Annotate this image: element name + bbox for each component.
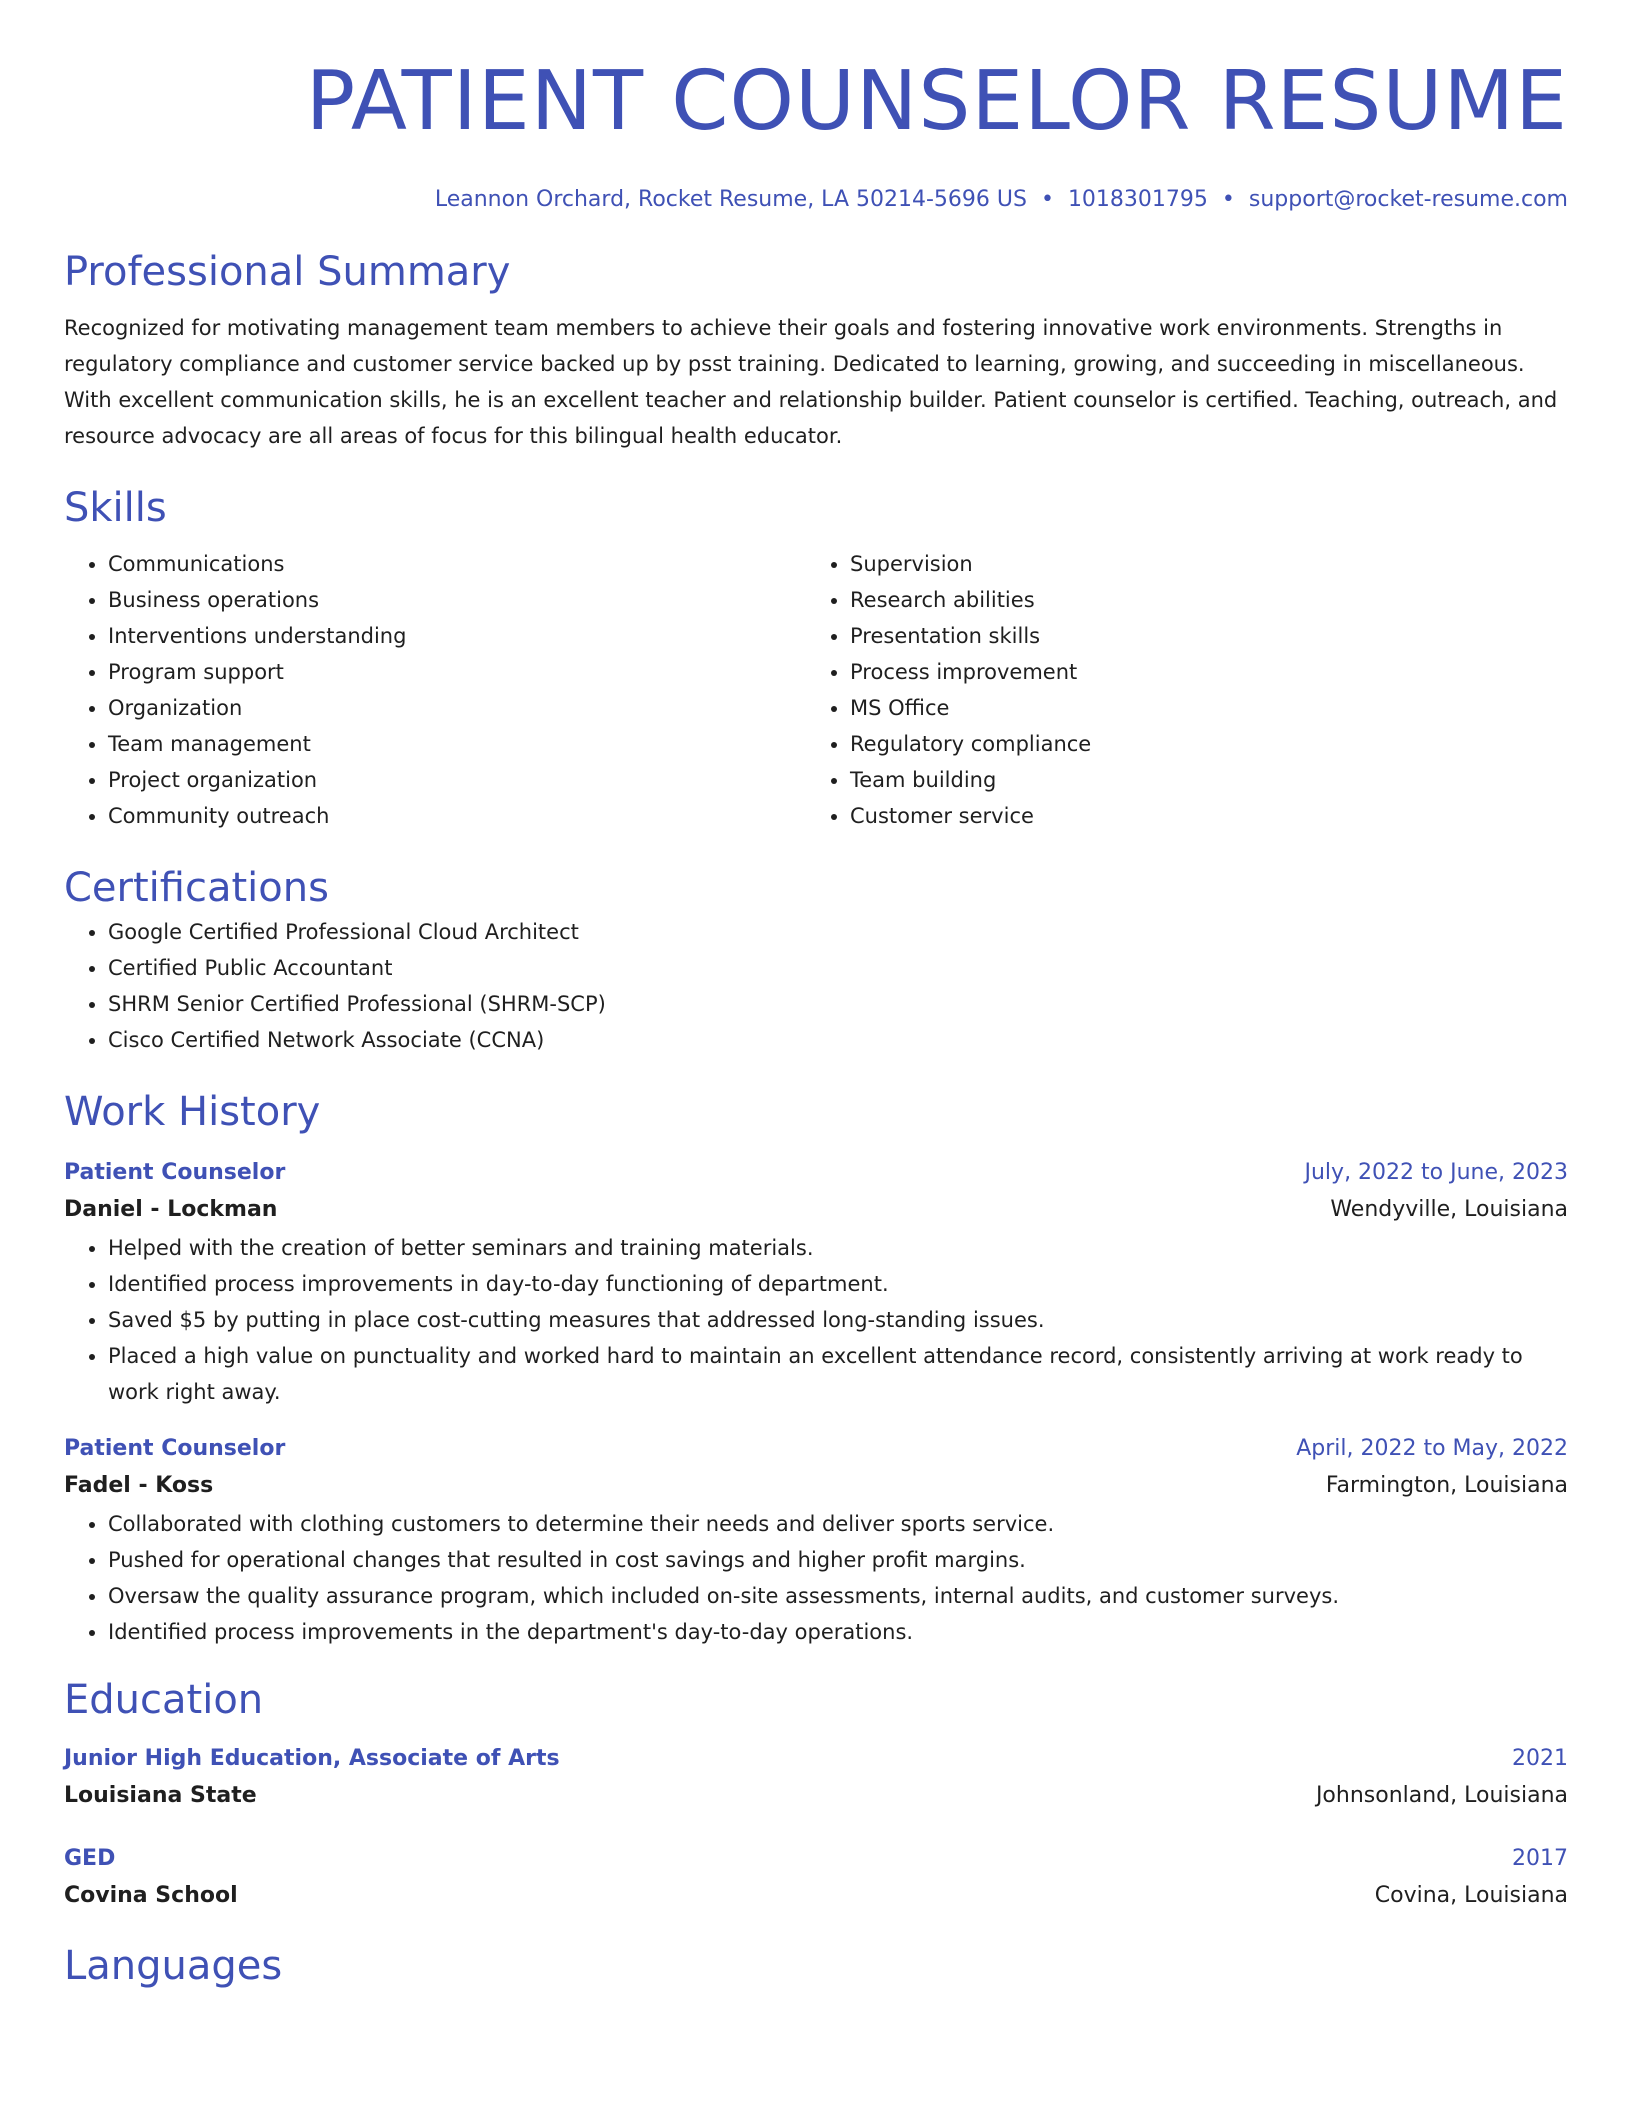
skills-section: [64, 482, 1568, 834]
languages-section: [64, 1940, 1568, 1992]
contact-separator: •: [1221, 187, 1235, 212]
job-title: Patient Counselor: [64, 1160, 286, 1185]
job-title: Patient Counselor: [64, 1436, 286, 1461]
education-degree: Junior High Education, Associate of Arts: [64, 1746, 560, 1771]
education-degree-row: [64, 1742, 1568, 1776]
skill-item: • Interventions understanding: [108, 618, 806, 654]
certification-item: • Google Certified Professional Cloud Architect: [108, 914, 1568, 950]
job-location: Farmington, Louisiana: [1325, 1473, 1568, 1498]
job-entry: [64, 1432, 1568, 1650]
job-bullet: • Placed a high value on punctuality and worked hard to maintain an excellent attendance record, consistently arriving at work ready to work right away.: [108, 1338, 1568, 1410]
certifications-section: [64, 862, 1568, 1058]
resume-page: [64, 0, 1568, 1992]
job-bullet: • Saved $5 by putting in place cost-cutting measures that addressed long-standing issues.: [108, 1302, 1568, 1338]
job-bullets: [64, 1230, 1568, 1410]
skill-item: • Community outreach: [108, 798, 806, 834]
skill-item: • MS Office: [850, 690, 1548, 726]
education-year: 2017: [1512, 1846, 1568, 1871]
job-dates: July, 2022 to June, 2023: [1304, 1160, 1568, 1185]
professional-summary-section: [64, 246, 1568, 454]
contact-separator: •: [1040, 187, 1054, 212]
job-location: Wendyville, Louisiana: [1330, 1197, 1568, 1222]
skill-item: • Program support: [108, 654, 806, 690]
education-location: Covina, Louisiana: [1374, 1883, 1568, 1908]
certification-item: • Cisco Certified Network Associate (CCNA): [108, 1022, 1568, 1058]
certification-item: • SHRM Senior Certified Professional (SHRM-SCP): [108, 986, 1568, 1022]
contact-email[interactable]: support@rocket-resume.com: [1248, 187, 1568, 212]
section-title-education: Education: [64, 1677, 264, 1723]
section-title-summary: Professional Summary: [64, 249, 511, 295]
job-entry: [64, 1156, 1568, 1410]
skill-item: • Business operations: [108, 582, 806, 618]
skills-list-left: [64, 546, 806, 834]
skill-item: • Team management: [108, 726, 806, 762]
skill-item: • Regulatory compliance: [850, 726, 1548, 762]
skills-grid: [64, 546, 1568, 834]
education-degree: GED: [64, 1846, 116, 1871]
certification-item: • Certified Public Accountant: [108, 950, 1568, 986]
contact-phone: 1018301795: [1067, 187, 1208, 212]
job-bullet: • Helped with the creation of better seminars and training materials.: [108, 1230, 1568, 1266]
education-location: Johnsonland, Louisiana: [1315, 1783, 1568, 1808]
work-history-section: [64, 1086, 1568, 1650]
education-school: Covina School: [64, 1883, 238, 1908]
skills-column-left: [64, 546, 806, 834]
skill-item: • Customer service: [850, 798, 1548, 834]
skill-item: • Research abilities: [850, 582, 1548, 618]
skills-list-right: [806, 546, 1548, 834]
job-company: Daniel - Lockman: [64, 1197, 278, 1222]
job-bullet: • Identified process improvements in day-to-day functioning of department.: [108, 1266, 1568, 1302]
skill-item: • Supervision: [850, 546, 1548, 582]
section-title-skills: Skills: [64, 485, 167, 531]
job-bullets: [64, 1506, 1568, 1650]
skill-item: • Project organization: [108, 762, 806, 798]
contact-line: [64, 184, 1568, 216]
skill-item: • Team building: [850, 762, 1548, 798]
education-section: [64, 1674, 1568, 1916]
resume-header: [64, 0, 1568, 216]
job-dates: April, 2022 to May, 2022: [1296, 1436, 1568, 1461]
section-title-work-history: Work History: [64, 1089, 321, 1135]
education-degree-row: [64, 1842, 1568, 1876]
contact-address: Leannon Orchard, Rocket Resume, LA 50214-5696 US: [434, 187, 1027, 212]
job-title-row: [64, 1432, 1568, 1466]
job-company: Fadel - Koss: [64, 1473, 214, 1498]
education-school-row: [64, 1876, 1568, 1916]
job-title-row: [64, 1156, 1568, 1190]
job-bullet: • Oversaw the quality assurance program, which included on-site assessments, internal audits, and customer surveys.: [108, 1578, 1568, 1614]
skill-item: • Presentation skills: [850, 618, 1548, 654]
resume-title: PATIENT COUNSELOR RESUME: [305, 54, 1568, 149]
skill-item: • Communications: [108, 546, 806, 582]
summary-text: Recognized for motivating management team members to achieve their goals and fostering innovative work environments. Strengths in regulatory compliance and customer service backed up by psst training. Dedicated to learning, growing, and succeeding in miscellaneous. With excellent communication skills, he is an excellent teacher and relationship builder. Patient counselor is certified. Teaching, outreach, and resource advocacy are all areas of focus for this bilingual health educator.: [64, 316, 1558, 448]
education-year: 2021: [1512, 1746, 1568, 1771]
education-school-row: [64, 1776, 1568, 1816]
skill-item: • Process improvement: [850, 654, 1548, 690]
skills-column-right: [806, 546, 1548, 834]
job-company-row: [64, 1190, 1568, 1230]
education-entry: [64, 1742, 1568, 1816]
job-bullet: • Pushed for operational changes that resulted in cost savings and higher profit margins.: [108, 1542, 1568, 1578]
certifications-list: [64, 914, 1568, 1058]
section-title-languages: Languages: [64, 1943, 283, 1989]
job-company-row: [64, 1466, 1568, 1506]
job-bullet: • Collaborated with clothing customers to determine their needs and deliver sports service.: [108, 1506, 1568, 1542]
job-bullet: • Identified process improvements in the department's day-to-day operations.: [108, 1614, 1568, 1650]
section-title-certifications: Certifications: [64, 865, 329, 911]
education-entry: [64, 1842, 1568, 1916]
education-school: Louisiana State: [64, 1783, 257, 1808]
skill-item: • Organization: [108, 690, 806, 726]
